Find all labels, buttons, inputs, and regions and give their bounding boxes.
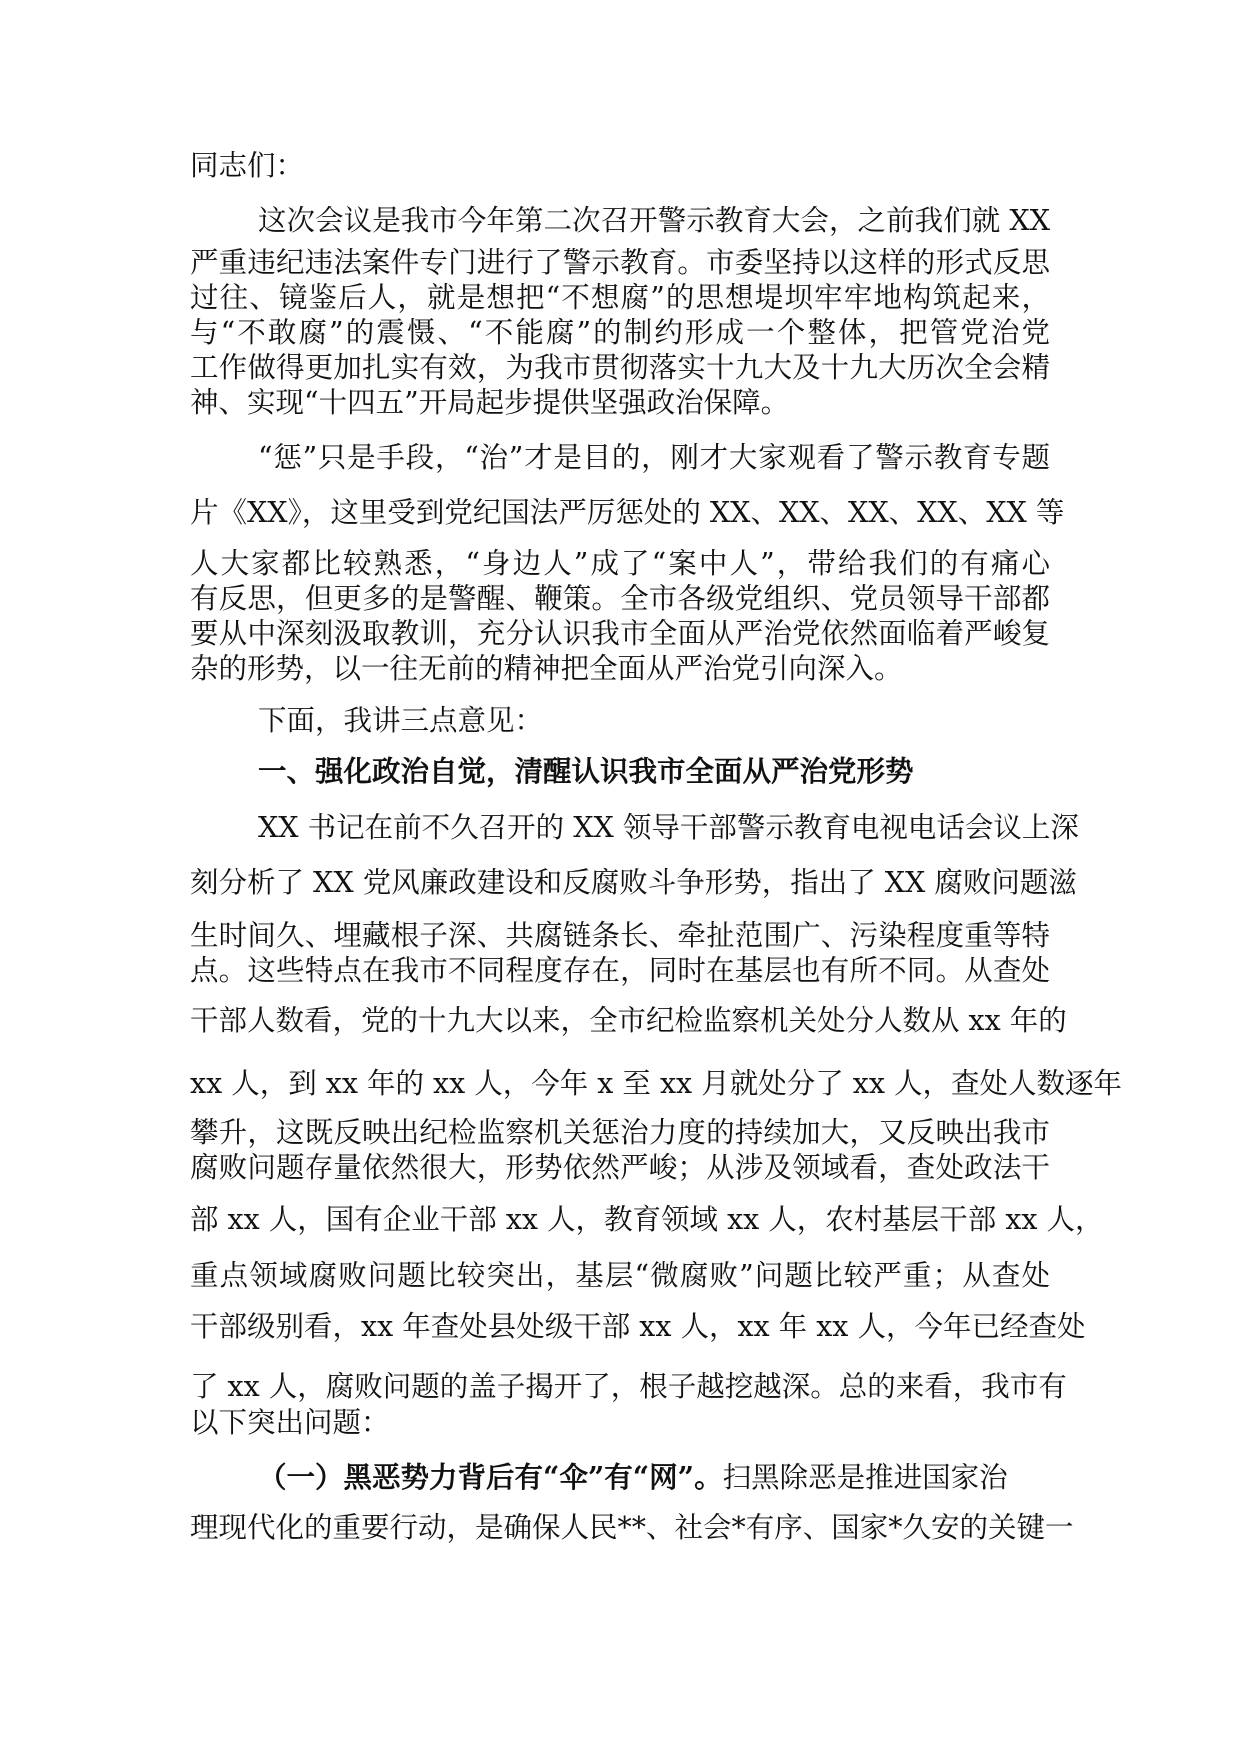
para2-line: 要从中深刻汲取教训，充分认识我市全面从严治党依然面临着严峻复 — [190, 617, 1050, 650]
para2-line: 杂的形势，以一往无前的精神把全面从严治党引向深入。 — [190, 652, 903, 685]
para1-line: 过往、镜鉴后人，就是想把“不想腐”的思想堤坝牢牢地构筑起来， — [190, 281, 1050, 314]
para3-line: 重点领域腐败问题比较突出，基层“微腐败”问题比较严重；从查处 — [190, 1259, 1050, 1292]
section-heading: 一、强化政治自觉，清醒认识我市全面从严治党形势 — [258, 754, 914, 788]
subsection-line: 理现代化的重要行动，是确保人民**、社会*有序、国家*久安的关键一 — [190, 1511, 1074, 1544]
para3-line: 干部人数看，党的十九大以来，全市纪检监察机关处分人数从 xx 年的 — [190, 1004, 1067, 1037]
subsection-text: 扫黑除恶是推进国家治 — [722, 1461, 1008, 1494]
subsection-title: （一）黑恶势力背后有“伞”有“网”。 — [258, 1460, 723, 1494]
para3-line: 点。这些特点在我市不同程度存在，同时在基层也有所不同。从查处 — [190, 954, 1050, 987]
para1-line: 严重违纪违法案件专门进行了警示教育。市委坚持以这样的形式反思 — [190, 246, 1050, 279]
para1-line: 工作做得更加扎实有效，为我市贯彻落实十九大及十九大历次全会精 — [190, 351, 1050, 384]
para2-line: 有反思，但更多的是警醒、鞭策。全市各级党组织、党员领导干部都 — [190, 582, 1050, 615]
para3-line: 部 xx 人，国有企业干部 xx 人，教育领域 xx 人，农村基层干部 xx 人， — [190, 1203, 1104, 1236]
para3-line: 以下突出问题： — [190, 1406, 390, 1439]
para3-line: XX 书记在前不久召开的 XX 领导干部警示教育电视电话会议上深 — [258, 811, 1079, 844]
para3-line: 干部级别看，xx 年查处县处级干部 xx 人，xx 年 xx 人，今年已经查处 — [190, 1310, 1086, 1343]
para3-line: 刻分析了 XX 党风廉政建设和反腐败斗争形势，指出了 XX 腐败问题滋 — [190, 866, 1077, 899]
para2-line: “惩”只是手段，“治”才是目的，刚才大家观看了警示教育专题 — [258, 441, 1050, 474]
para3-line: xx 人，到 xx 年的 xx 人，今年 x 至 xx 月就处分了 xx 人，查处人数逐年 — [190, 1067, 1122, 1100]
para1-line: 这次会议是我市今年第二次召开警示教育大会，之前我们就 XX — [258, 204, 1050, 237]
para2-line: 片《XX》，这里受到党纪国法严厉惩处的 XX、XX、XX、XX、XX 等 — [190, 496, 1065, 529]
para1-line: 神、实现“十四五”开局起步提供坚强政治保障。 — [190, 386, 790, 419]
para1-line: 与“不敢腐”的震慑、“不能腐”的制约形成一个整体，把管党治党 — [190, 316, 1050, 349]
salutation: 同志们： — [190, 149, 305, 182]
intro-line: 下面，我讲三点意见： — [258, 704, 544, 737]
para3-line: 攀升，这既反映出纪检监察机关惩治力度的持续加大，又反映出我市 — [190, 1116, 1050, 1149]
para2-line: 人大家都比较熟悉，“身边人”成了“案中人”，带给我们的有痛心 — [190, 547, 1050, 580]
subsection-first-line — [258, 1457, 1050, 1498]
para3-line: 腐败问题存量依然很大，形势依然严峻；从涉及领域看，查处政法干 — [190, 1151, 1050, 1184]
para3-line: 生时间久、埋藏根子深、共腐链条长、牵扯范围广、污染程度重等特 — [190, 919, 1050, 952]
para3-line: 了 xx 人，腐败问题的盖子揭开了，根子越挖越深。总的来看，我市有 — [190, 1370, 1067, 1403]
